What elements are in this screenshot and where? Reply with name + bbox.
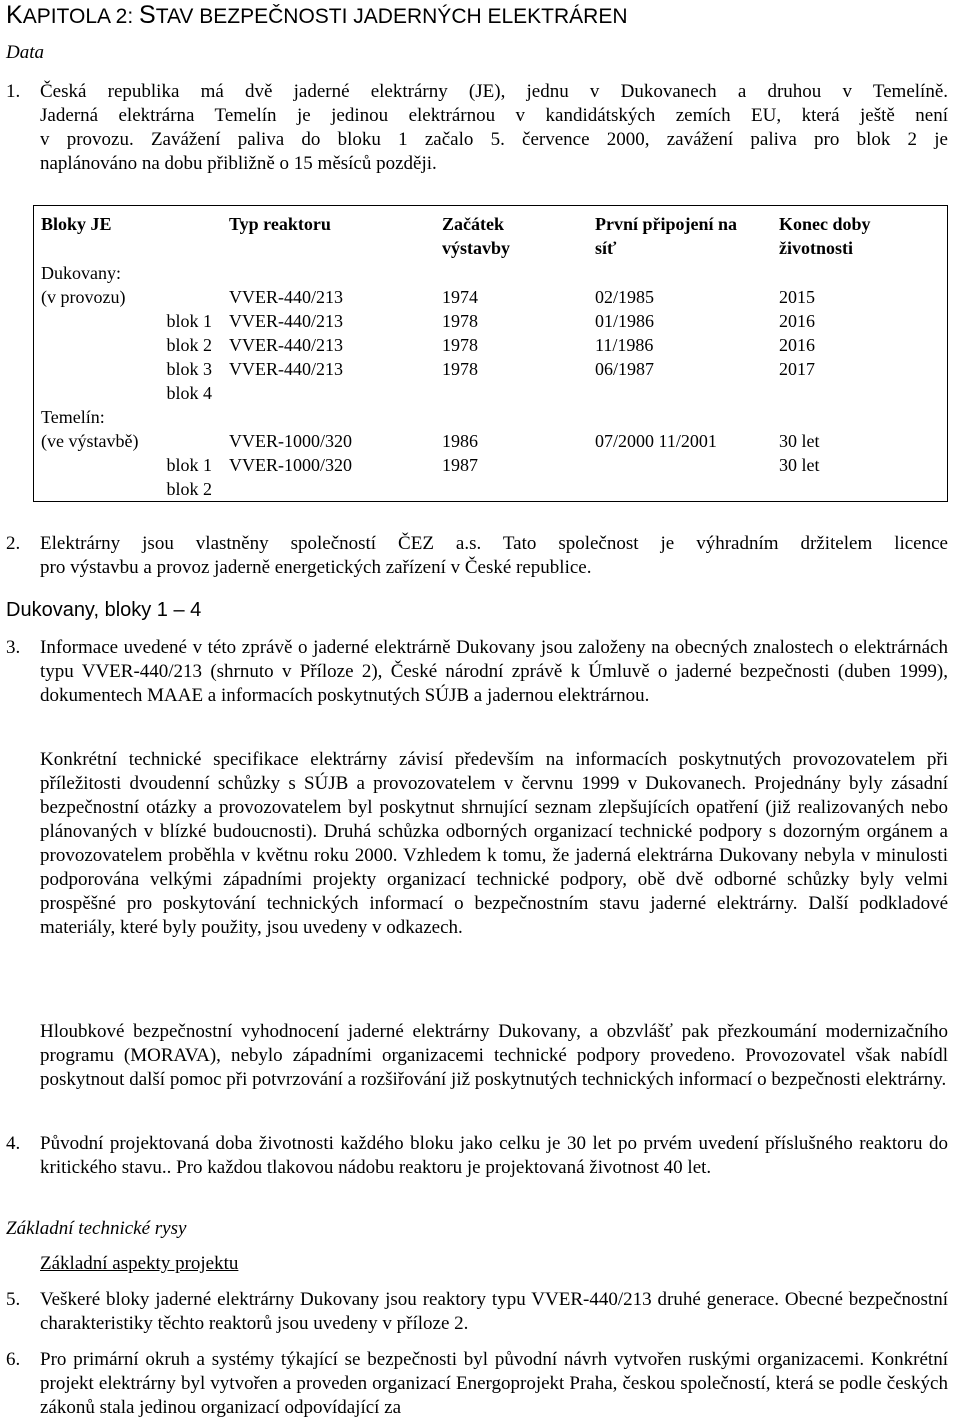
dukovany-start-3: 1978	[442, 335, 478, 355]
chapter-title-initial-s: S	[139, 1, 156, 29]
temelin-block-2: blok 2	[166, 479, 212, 499]
header-end-of-life-1: Konec doby	[779, 214, 871, 234]
item-3-paragraph-1: Informace uvedené v této zprávě o jaderné elektrárně Dukovany jsou založeny na obecných znalostech o elektrárnách typu VVER-440/213 (shrnuto v Příloze 2), České národní zprávě k Úmluvě o jaderné bezpečnosti (duben 1999), dokumentech MAAE a informacích poskytnutých SÚJB a jadernou elektrárnou.	[40, 637, 948, 706]
temelin-start-2: 1987	[442, 455, 478, 475]
item-3-number: 3.	[6, 637, 21, 658]
temelin-reactor-2: VVER-1000/320	[229, 455, 352, 475]
data-heading: Data	[6, 42, 44, 63]
item-1-text	[40, 80, 948, 176]
header-construction-start-1: Začátek	[442, 214, 504, 234]
dukovany-grid-4: 06/1987	[595, 359, 655, 379]
item-5-number: 5.	[6, 1289, 21, 1310]
temelin-end-1: 30 let	[779, 431, 820, 451]
item-2-number: 2.	[6, 533, 21, 554]
basic-features-heading: Základní technické rysy	[6, 1218, 187, 1239]
dukovany-reactor-1: VVER-440/213	[229, 287, 343, 307]
dukovany-grid-2: 01/1986	[595, 311, 655, 331]
temelin-reactor-1: VVER-1000/320	[229, 431, 352, 451]
chapter-title	[6, 2, 628, 30]
dukovany-reactor-4: VVER-440/213	[229, 359, 343, 379]
item-5-text: Veškeré bloky jaderné elektrárny Dukovany jsou reaktory typu VVER-440/213 druhé generace. Obecné bezpečnostní charakteristiky těchto reaktorů jsou uvedeny v příloze 2.	[40, 1289, 948, 1334]
item-1-line-1: Česká republika má dvě jaderné elektrárny (JE), jednu v Dukovanech a druhou v Temelíně.	[40, 81, 948, 102]
dukovany-block-2: blok 2	[166, 335, 212, 355]
dukovany-grid-3: 11/1986	[595, 335, 654, 355]
chapter-title-part-2: TAV BEZPEČNOSTI JADERNÝCH ELEKTRÁREN	[155, 5, 628, 28]
dukovany-block-3: blok 3	[166, 359, 212, 379]
dukovany-end-4: 2017	[779, 359, 815, 379]
item-2-line-1: Elektrárny jsou vlastněny společností ČEZ a.s. Tato společnost je výhradním držitelem licence	[40, 533, 948, 554]
item-4-number: 4.	[6, 1133, 21, 1154]
dukovany-end-1: 2015	[779, 287, 815, 307]
temelin-end-2: 30 let	[779, 455, 820, 475]
basic-aspects-heading: Základní aspekty projektu	[40, 1253, 239, 1274]
dukovany-status: (v provozu)	[41, 287, 126, 307]
dukovany-reactor-3: VVER-440/213	[229, 335, 343, 355]
dukovany-name: Dukovany:	[41, 263, 121, 283]
dukovany-reactor-2: VVER-440/213	[229, 311, 343, 331]
dukovany-start-1: 1974	[442, 287, 478, 307]
item-2-line-2: pro výstavbu a provoz jaderně energetických zařízení v České republice.	[40, 557, 592, 578]
item-1-line-3: v provozu. Zavážení paliva do bloku 1 začalo 5. července 2000, zavážení paliva pro blok 2 je	[40, 129, 948, 150]
item-6-text: Pro primární okruh a systémy týkající se bezpečnosti byl původní návrh vytvořen ruskými organizacemi. Konkrétní projekt elektrárny byl vytvořen a proveden organizací Energoprojekt Praha, českou společností, která se podle českých zákonů stala jedinou organizací odpovídající za	[40, 1349, 948, 1418]
temelin-start-1: 1986	[442, 431, 478, 451]
item-2-text	[40, 532, 948, 580]
dukovany-end-2: 2016	[779, 311, 815, 331]
header-end-of-life-2: životnosti	[779, 238, 853, 258]
header-reactor-type: Typ reaktoru	[229, 214, 331, 234]
chapter-title-part-1: APITOLA 2:	[22, 5, 140, 28]
temelin-name: Temelín:	[41, 407, 105, 427]
temelin-status: (ve výstavbě)	[41, 431, 139, 451]
section-heading-dukovany: Dukovany, bloky 1 – 4	[6, 599, 202, 621]
item-1-line-4: naplánováno na dobu přibližně o 15 měsíců později.	[40, 153, 437, 174]
chapter-title-initial: K	[6, 1, 23, 29]
item-1-line-2: Jaderná elektrárna Temelín je jedinou elektrárnou v kandidátských zemích EU, která ještě není	[40, 105, 948, 126]
dukovany-end-3: 2016	[779, 335, 815, 355]
item-4-text: Původní projektovaná doba životnosti každého bloku jako celku je 30 let po prvém uvedení příslušného reaktoru do kritického stavu.. Pro každou tlakovou nádobu reaktoru je projektovaná životnost 40 let.	[40, 1133, 948, 1178]
dukovany-start-4: 1978	[442, 359, 478, 379]
header-construction-start-2: výstavby	[442, 238, 511, 258]
temelin-block-1: blok 1	[166, 455, 212, 475]
temelin-grid: 07/2000 11/2001	[595, 431, 717, 451]
header-blocks: Bloky JE	[41, 214, 112, 234]
header-grid-connection-2: síť	[595, 238, 617, 258]
dukovany-block-1: blok 1	[166, 311, 212, 331]
item-3-paragraph-2: Konkrétní technické specifikace elektrárny závisí především na informacích poskytnutých provozovatelem při příležitosti dvoudenní schůzky s SÚJB a provozovatelem v červnu 1999 v Dukovanech. Projednány byly zásadní bezpečnostní otázky a provozovatelem byl poskytnut shrnující seznam zlepšujících opatření (již realizovaných nebo plánovaných v blízké budoucnosti). Druhá schůzka odborných organizací technické podpory s dozorným orgánem a provozovatelem proběhla v květnu roku 2000. Vzhledem k tomu, že jaderná elektrárna Dukovany nebyla v minulosti podporována velkými západními projekty organizací technické podpory, obě dvě odborné schůzky byly velmi prospěšné pro poskytování technických informací o bezpečnostním stavu jaderné elektrárny. Další podkladové materiály, které byly použity, jsou uvedeny v odkazech.	[40, 749, 948, 938]
item-1-number: 1.	[6, 81, 21, 102]
dukovany-grid-1: 02/1985	[595, 287, 655, 307]
dukovany-start-2: 1978	[442, 311, 478, 331]
dukovany-block-4: blok 4	[166, 383, 212, 403]
item-6-number: 6.	[6, 1349, 21, 1370]
header-grid-connection-1: První připojení na	[595, 214, 738, 234]
item-3-paragraph-3: Hloubkové bezpečnostní vyhodnocení jaderné elektrárny Dukovany, a obzvlášť pak přezkoumání modernizačního programu (MORAVA), nebylo západními organizacemi technické podpory provedeno. Provozovatel však nabídl poskytnout další pomoc při potvrzování a rozšiřování již poskytnutých technických informací o bezpečnosti elektrárny.	[40, 1021, 948, 1090]
